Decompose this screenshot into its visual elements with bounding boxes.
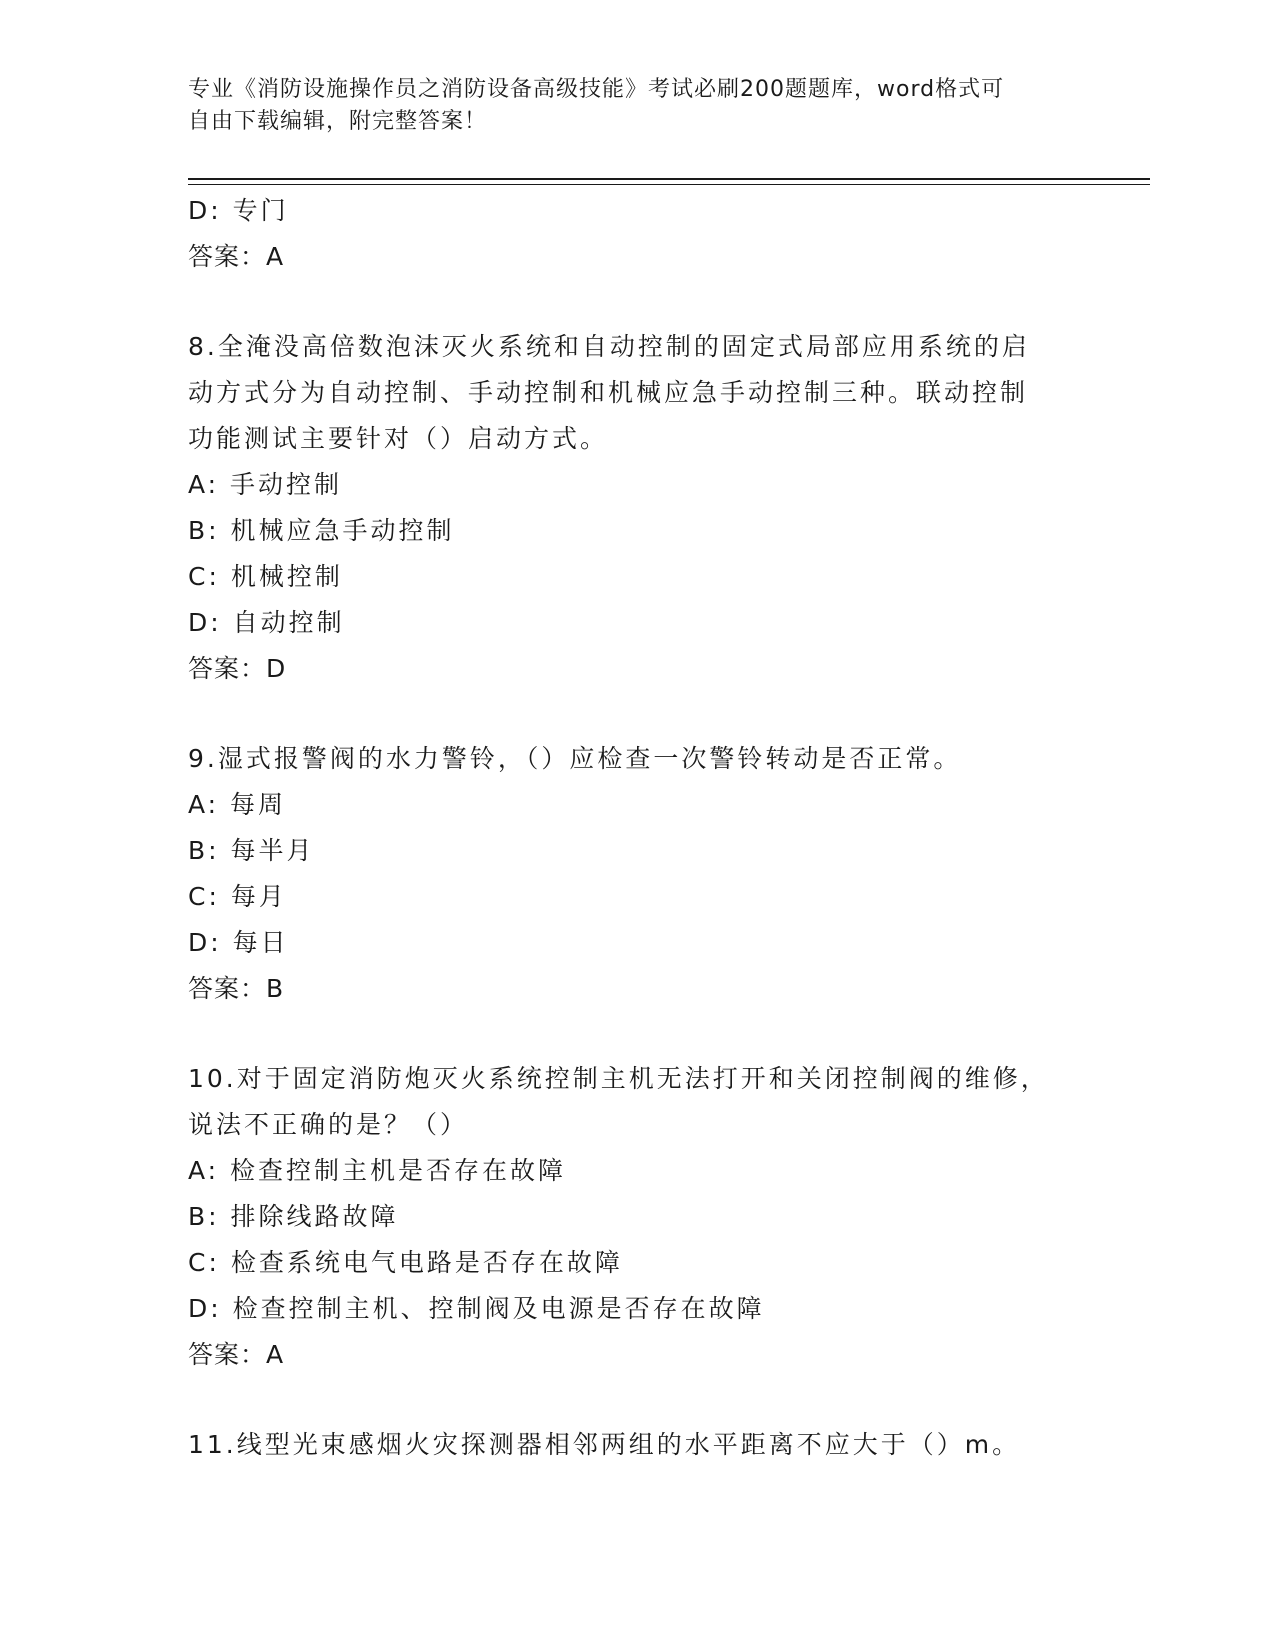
question-text-line: 功能测试主要针对（）启动方式。	[188, 424, 609, 453]
question-9	[188, 736, 1088, 1012]
answer-line: 答案：A	[188, 242, 285, 271]
option-c: C: 检查系统电气电路是否存在故障	[188, 1248, 623, 1277]
header-title-line-1: 专业《消防设施操作员之消防设备高级技能》考试必刷200题题库，word格式可	[188, 77, 1005, 102]
question-text-line: 8.全淹没高倍数泡沫灭火系统和自动控制的固定式局部应用系统的启	[188, 332, 1030, 361]
question-text-line: 11.线型光束感烟火灾探测器相邻两组的水平距离不应大于（）m。	[188, 1430, 1021, 1459]
question-text-line: 10.对于固定消防炮灭火系统控制主机无法打开和关闭控制阀的维修，	[188, 1064, 1049, 1093]
question-text-line: 动方式分为自动控制、手动控制和机械应急手动控制三种。联动控制	[188, 378, 1029, 407]
option-d: D: 检查控制主机、控制阀及电源是否存在故障	[188, 1294, 765, 1323]
spacer	[188, 1012, 1088, 1056]
spacer	[188, 280, 1088, 324]
option-d: D: 每日	[188, 928, 289, 957]
option-a: A: 检查控制主机是否存在故障	[188, 1156, 567, 1185]
answer-line: 答案：B	[188, 974, 285, 1003]
header-title-line-2: 自由下载编辑，附完整答案！	[188, 109, 488, 134]
option-d: D: 专门	[188, 196, 289, 225]
question-8	[188, 324, 1088, 692]
question-text-line: 9.湿式报警阀的水力警铃，（）应检查一次警铃转动是否正常。	[188, 744, 962, 773]
option-b: B: 机械应急手动控制	[188, 516, 455, 545]
spacer	[188, 1378, 1088, 1422]
question-7-tail	[188, 188, 1088, 280]
option-c: C: 每月	[188, 882, 287, 911]
option-b: B: 排除线路故障	[188, 1202, 399, 1231]
spacer	[188, 692, 1088, 736]
option-d: D: 自动控制	[188, 608, 345, 637]
option-a: A: 手动控制	[188, 470, 343, 499]
question-10	[188, 1056, 1088, 1378]
answer-line: 答案：A	[188, 1340, 285, 1369]
answer-line: 答案：D	[188, 654, 287, 683]
header-divider-thin	[188, 184, 1150, 185]
option-a: A: 每周	[188, 790, 287, 819]
header-divider-thick	[188, 178, 1150, 180]
question-text-line: 说法不正确的是？（）	[188, 1110, 469, 1139]
document-body	[188, 188, 1088, 1468]
option-b: B: 每半月	[188, 836, 315, 865]
option-c: C: 机械控制	[188, 562, 343, 591]
document-header	[188, 74, 1088, 138]
question-11	[188, 1422, 1088, 1468]
